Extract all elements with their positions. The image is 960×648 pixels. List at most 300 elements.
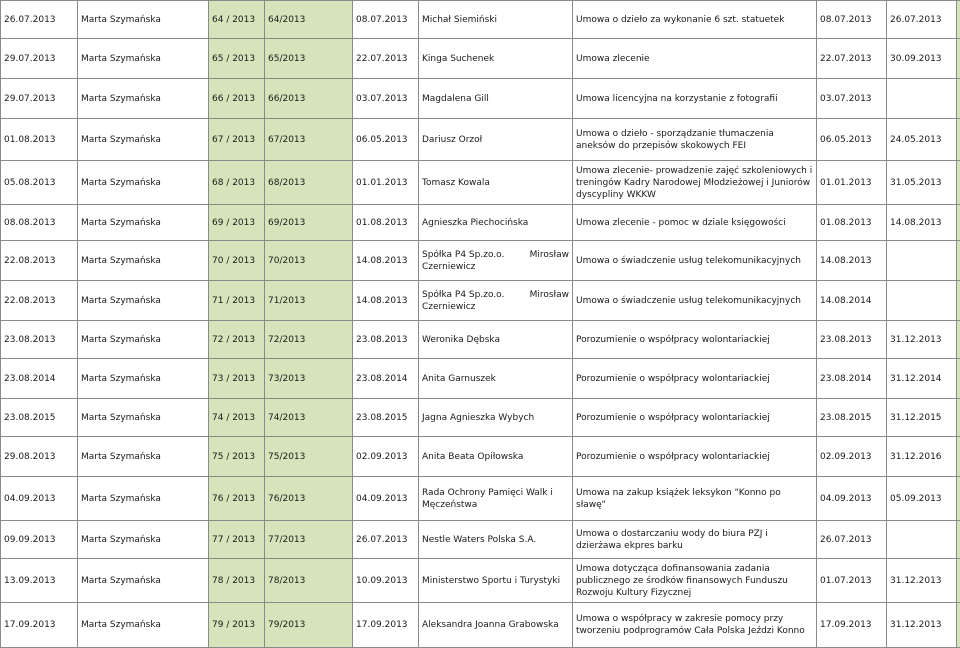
- contract-date-cell: [353, 559, 419, 603]
- end-date-cell: [887, 241, 957, 281]
- table-row: [1, 437, 960, 477]
- subject-cell-text: Umowa o dzieło za wykonanie 6 szt. statuetek: [576, 14, 813, 26]
- end-date-cell-text: 31.05.2013: [890, 177, 953, 189]
- date-cell: [1, 521, 78, 559]
- status-cell: [957, 241, 960, 281]
- date-cell-text: 04.09.2013: [4, 493, 74, 505]
- end-date-cell: [887, 79, 957, 119]
- party-cell-text: Anita Beata Opiłowska: [422, 451, 569, 463]
- party-cell-text: Rada Ochrony Pamięci Walk i Męczeństwa: [422, 487, 569, 511]
- person-cell-text: Marta Szymańska: [81, 177, 205, 189]
- start-date-cell-text: 01.08.2013: [820, 217, 883, 229]
- date-cell: [1, 281, 78, 321]
- status-cell: [957, 205, 960, 241]
- subject-cell-text: Umowa licencyjna na korzystanie z fotografii: [576, 93, 813, 105]
- number-cell: [209, 603, 265, 648]
- status-cell: [957, 399, 960, 437]
- number-cell: [209, 205, 265, 241]
- number-cell: [209, 39, 265, 79]
- subject-cell-text: Porozumienie o współpracy wolontariackiej: [576, 373, 813, 385]
- table-row: [1, 603, 960, 648]
- contract-date-cell: [353, 161, 419, 205]
- end-date-cell: [887, 521, 957, 559]
- status-cell: [957, 477, 960, 521]
- contract-date-cell: [353, 1, 419, 39]
- end-date-cell: [887, 321, 957, 359]
- end-date-cell: [887, 559, 957, 603]
- start-date-cell: [817, 1, 887, 39]
- start-date-cell-text: 14.08.2014: [820, 295, 883, 307]
- contract-date-cell: [353, 205, 419, 241]
- start-date-cell: [817, 477, 887, 521]
- contract-date-cell-text: 14.08.2013: [356, 255, 415, 267]
- start-date-cell: [817, 205, 887, 241]
- number-alt-cell-text: 67/2013: [268, 134, 349, 146]
- contract-date-cell-text: 03.07.2013: [356, 93, 415, 105]
- number-cell-text: 78 / 2013: [212, 575, 261, 587]
- start-date-cell-text: 08.07.2013: [820, 14, 883, 26]
- contract-date-cell: [353, 281, 419, 321]
- start-date-cell-text: 22.07.2013: [820, 53, 883, 65]
- number-alt-cell: [265, 161, 353, 205]
- number-cell: [209, 399, 265, 437]
- number-cell: [209, 321, 265, 359]
- date-cell-text: 29.07.2013: [4, 93, 74, 105]
- status-cell: [957, 603, 960, 648]
- date-cell: [1, 1, 78, 39]
- table-row: [1, 321, 960, 359]
- number-cell-text: 76 / 2013: [212, 493, 261, 505]
- date-cell: [1, 437, 78, 477]
- subject-cell-text: Porozumienie o współpracy wolontariackiej: [576, 334, 813, 346]
- number-cell-text: 75 / 2013: [212, 451, 261, 463]
- date-cell: [1, 399, 78, 437]
- party-cell-text: Ministerstwo Sportu i Turystyki: [422, 575, 569, 587]
- contract-date-cell-text: 17.09.2013: [356, 619, 415, 631]
- number-alt-cell: [265, 281, 353, 321]
- table-row: [1, 119, 960, 161]
- party-cell: [419, 79, 573, 119]
- person-cell-text: Marta Szymańska: [81, 575, 205, 587]
- start-date-cell-text: 14.08.2013: [820, 255, 883, 267]
- contract-date-cell-text: 23.08.2014: [356, 373, 415, 385]
- contract-date-cell-text: 10.09.2013: [356, 575, 415, 587]
- person-cell-text: Marta Szymańska: [81, 14, 205, 26]
- party-cell-text: Agnieszka Piechocińska: [422, 217, 569, 229]
- person-cell: [78, 241, 209, 281]
- subject-cell: [573, 241, 817, 281]
- start-date-cell: [817, 241, 887, 281]
- number-alt-cell-text: 79/2013: [268, 619, 349, 631]
- number-cell-text: 77 / 2013: [212, 534, 261, 546]
- number-cell: [209, 521, 265, 559]
- table-row: [1, 521, 960, 559]
- number-alt-cell-text: 71/2013: [268, 295, 349, 307]
- contract-date-cell-text: 01.08.2013: [356, 217, 415, 229]
- contract-date-cell: [353, 521, 419, 559]
- number-alt-cell: [265, 603, 353, 648]
- table-row: [1, 477, 960, 521]
- number-alt-cell-text: 64/2013: [268, 14, 349, 26]
- end-date-cell: [887, 281, 957, 321]
- end-date-cell: [887, 39, 957, 79]
- party-cell: [419, 603, 573, 648]
- subject-cell: [573, 399, 817, 437]
- date-cell-text: 23.08.2015: [4, 412, 74, 424]
- party-extra-name: Mirosław: [530, 249, 569, 273]
- subject-cell: [573, 437, 817, 477]
- date-cell-text: 29.07.2013: [4, 53, 74, 65]
- number-alt-cell: [265, 241, 353, 281]
- party-cell: [419, 437, 573, 477]
- status-cell: [957, 559, 960, 603]
- subject-cell-text: Umowa o dzieło - sporządzanie tłumaczenia aneksów do przepisów skokowych FEI: [576, 128, 813, 152]
- number-cell: [209, 477, 265, 521]
- party-cell: [419, 119, 573, 161]
- number-cell-text: 74 / 2013: [212, 412, 261, 424]
- table-row: [1, 399, 960, 437]
- party-cell-text: Michał Siemiński: [422, 14, 569, 26]
- number-cell: [209, 161, 265, 205]
- end-date-cell-text: 31.12.2013: [890, 575, 953, 587]
- number-cell: [209, 241, 265, 281]
- number-cell: [209, 79, 265, 119]
- contract-date-cell: [353, 79, 419, 119]
- date-cell: [1, 321, 78, 359]
- end-date-cell-text: 24.05.2013: [890, 134, 953, 146]
- start-date-cell-text: 23.08.2015: [820, 412, 883, 424]
- number-alt-cell: [265, 321, 353, 359]
- party-cell-text: Dariusz Orzoł: [422, 134, 569, 146]
- number-cell: [209, 359, 265, 399]
- table-row: [1, 205, 960, 241]
- date-cell: [1, 359, 78, 399]
- start-date-cell: [817, 321, 887, 359]
- subject-cell: [573, 359, 817, 399]
- person-cell-text: Marta Szymańska: [81, 93, 205, 105]
- start-date-cell-text: 03.07.2013: [820, 93, 883, 105]
- table-row: [1, 281, 960, 321]
- start-date-cell-text: 26.07.2013: [820, 534, 883, 546]
- start-date-cell-text: 04.09.2013: [820, 493, 883, 505]
- person-cell-text: Marta Szymańska: [81, 217, 205, 229]
- party-cell: [419, 559, 573, 603]
- person-cell-text: Marta Szymańska: [81, 451, 205, 463]
- person-cell: [78, 79, 209, 119]
- end-date-cell-text: 30.09.2013: [890, 53, 953, 65]
- contract-date-cell-text: 06.05.2013: [356, 134, 415, 146]
- date-cell-text: 08.08.2013: [4, 217, 74, 229]
- person-cell: [78, 559, 209, 603]
- number-alt-cell: [265, 559, 353, 603]
- date-cell: [1, 603, 78, 648]
- person-cell: [78, 437, 209, 477]
- start-date-cell: [817, 399, 887, 437]
- person-cell-text: Marta Szymańska: [81, 134, 205, 146]
- date-cell: [1, 39, 78, 79]
- number-alt-cell-text: 76/2013: [268, 493, 349, 505]
- number-alt-cell-text: 69/2013: [268, 217, 349, 229]
- number-cell-text: 66 / 2013: [212, 93, 261, 105]
- party-cell: [419, 359, 573, 399]
- contract-date-cell-text: 14.08.2013: [356, 295, 415, 307]
- person-cell-text: Marta Szymańska: [81, 295, 205, 307]
- number-alt-cell-text: 77/2013: [268, 534, 349, 546]
- number-alt-cell: [265, 437, 353, 477]
- party-cell-text: Jagna Agnieszka Wybych: [422, 412, 569, 424]
- contract-date-cell-text: 08.07.2013: [356, 14, 415, 26]
- number-cell-text: 68 / 2013: [212, 177, 261, 189]
- start-date-cell-text: 01.01.2013: [820, 177, 883, 189]
- person-cell: [78, 359, 209, 399]
- party-cell-text: Aleksandra Joanna Grabowska: [422, 619, 569, 631]
- party-cell: [419, 321, 573, 359]
- contract-date-cell: [353, 437, 419, 477]
- status-cell: [957, 437, 960, 477]
- start-date-cell: [817, 119, 887, 161]
- subject-cell-text: Umowa o współpracy w zakresie pomocy przy tworzeniu podprogramów Cała Polska Jeździ Konno: [576, 613, 813, 637]
- subject-cell: [573, 161, 817, 205]
- subject-cell-text: Umowa zlecenie- prowadzenie zajęć szkoleniowych i treningów Kadry Narodowej Młodzieżowej i Juniorów dyscypliny WKKW: [576, 165, 813, 201]
- number-cell-text: 72 / 2013: [212, 334, 261, 346]
- date-cell-text: 01.08.2013: [4, 134, 74, 146]
- date-cell-text: 26.07.2013: [4, 14, 74, 26]
- number-alt-cell-text: 70/2013: [268, 255, 349, 267]
- person-cell: [78, 1, 209, 39]
- contract-date-cell-text: 04.09.2013: [356, 493, 415, 505]
- number-alt-cell: [265, 399, 353, 437]
- start-date-cell: [817, 603, 887, 648]
- date-cell-text: 23.08.2014: [4, 373, 74, 385]
- number-cell: [209, 1, 265, 39]
- status-cell: [957, 359, 960, 399]
- number-alt-cell-text: 74/2013: [268, 412, 349, 424]
- person-cell-text: Marta Szymańska: [81, 373, 205, 385]
- number-alt-cell: [265, 477, 353, 521]
- contract-date-cell-text: 23.08.2013: [356, 334, 415, 346]
- status-cell: [957, 161, 960, 205]
- number-alt-cell: [265, 79, 353, 119]
- number-cell-text: 79 / 2013: [212, 619, 261, 631]
- party-cell: [419, 205, 573, 241]
- contract-date-cell: [353, 477, 419, 521]
- number-alt-cell: [265, 521, 353, 559]
- subject-cell: [573, 281, 817, 321]
- start-date-cell: [817, 79, 887, 119]
- person-cell-text: Marta Szymańska: [81, 255, 205, 267]
- subject-cell: [573, 559, 817, 603]
- subject-cell: [573, 1, 817, 39]
- end-date-cell-text: 26.07.2013: [890, 14, 953, 26]
- end-date-cell: [887, 359, 957, 399]
- date-cell: [1, 477, 78, 521]
- start-date-cell-text: 01.07.2013: [820, 575, 883, 587]
- subject-cell: [573, 119, 817, 161]
- party-cell: [419, 281, 573, 321]
- number-alt-cell: [265, 205, 353, 241]
- end-date-cell: [887, 1, 957, 39]
- party-cell-text: Kinga Suchenek: [422, 53, 569, 65]
- subject-cell-text: Umowa zlecenie: [576, 53, 813, 65]
- date-cell: [1, 161, 78, 205]
- subject-cell: [573, 79, 817, 119]
- contract-date-cell-text: 23.08.2015: [356, 412, 415, 424]
- person-cell: [78, 521, 209, 559]
- end-date-cell: [887, 119, 957, 161]
- number-alt-cell: [265, 119, 353, 161]
- contract-date-cell: [353, 241, 419, 281]
- subject-cell-text: Porozumienie o współpracy wolontariackiej: [576, 451, 813, 463]
- subject-cell: [573, 603, 817, 648]
- end-date-cell-text: 31.12.2014: [890, 373, 953, 385]
- contract-date-cell: [353, 603, 419, 648]
- subject-cell: [573, 477, 817, 521]
- end-date-cell-text: 31.12.2015: [890, 412, 953, 424]
- number-cell: [209, 559, 265, 603]
- contract-date-cell: [353, 359, 419, 399]
- person-cell: [78, 205, 209, 241]
- number-cell-text: 64 / 2013: [212, 14, 261, 26]
- date-cell-text: 22.08.2013: [4, 255, 74, 267]
- date-cell-text: 17.09.2013: [4, 619, 74, 631]
- end-date-cell-text: 14.08.2013: [890, 217, 953, 229]
- table-row: [1, 1, 960, 39]
- start-date-cell: [817, 359, 887, 399]
- start-date-cell: [817, 437, 887, 477]
- party-cell: [419, 39, 573, 79]
- person-cell: [78, 119, 209, 161]
- contract-date-cell-text: 26.07.2013: [356, 534, 415, 546]
- number-cell-text: 67 / 2013: [212, 134, 261, 146]
- date-cell-text: 05.08.2013: [4, 177, 74, 189]
- date-cell-text: 23.08.2013: [4, 334, 74, 346]
- subject-cell-text: Umowa na zakup książek leksykon "Konno po sławę": [576, 487, 813, 511]
- person-cell: [78, 281, 209, 321]
- person-cell-text: Marta Szymańska: [81, 619, 205, 631]
- party-cell: [419, 521, 573, 559]
- number-cell-text: 71 / 2013: [212, 295, 261, 307]
- number-alt-cell: [265, 1, 353, 39]
- number-cell-text: 73 / 2013: [212, 373, 261, 385]
- number-cell-text: 70 / 2013: [212, 255, 261, 267]
- contract-date-cell-text: 02.09.2013: [356, 451, 415, 463]
- party-cell-text: Weronika Dębska: [422, 334, 569, 346]
- person-cell-text: Marta Szymańska: [81, 493, 205, 505]
- person-cell: [78, 477, 209, 521]
- person-cell-text: Marta Szymańska: [81, 53, 205, 65]
- start-date-cell: [817, 281, 887, 321]
- start-date-cell-text: 23.08.2013: [820, 334, 883, 346]
- date-cell: [1, 79, 78, 119]
- table-body: [1, 1, 960, 648]
- number-alt-cell: [265, 359, 353, 399]
- status-cell: [957, 521, 960, 559]
- number-cell: [209, 437, 265, 477]
- subject-cell: [573, 321, 817, 359]
- status-cell: [957, 1, 960, 39]
- table-row: [1, 559, 960, 603]
- status-cell: [957, 321, 960, 359]
- contract-date-cell: [353, 39, 419, 79]
- start-date-cell: [817, 559, 887, 603]
- start-date-cell-text: 23.08.2014: [820, 373, 883, 385]
- subject-cell: [573, 521, 817, 559]
- table-row: [1, 359, 960, 399]
- date-cell: [1, 119, 78, 161]
- person-cell: [78, 161, 209, 205]
- number-alt-cell: [265, 39, 353, 79]
- contract-date-cell-text: 01.01.2013: [356, 177, 415, 189]
- person-cell: [78, 399, 209, 437]
- status-cell: [957, 281, 960, 321]
- contract-date-cell: [353, 399, 419, 437]
- date-cell-text: 13.09.2013: [4, 575, 74, 587]
- number-cell: [209, 281, 265, 321]
- date-cell: [1, 241, 78, 281]
- date-cell-text: 29.08.2013: [4, 451, 74, 463]
- start-date-cell: [817, 521, 887, 559]
- contract-date-cell-text: 22.07.2013: [356, 53, 415, 65]
- party-cell: [419, 241, 573, 281]
- party-cell: [419, 1, 573, 39]
- party-cell-text: Nestle Waters Polska S.A.: [422, 534, 569, 546]
- end-date-cell: [887, 161, 957, 205]
- date-cell: [1, 559, 78, 603]
- subject-cell-text: Umowa o świadczenie usług telekomunikacyjnych: [576, 295, 813, 307]
- number-alt-cell-text: 72/2013: [268, 334, 349, 346]
- status-cell: [957, 79, 960, 119]
- person-cell: [78, 39, 209, 79]
- person-cell-text: Marta Szymańska: [81, 412, 205, 424]
- party-cell-text: Tomasz Kowala: [422, 177, 569, 189]
- end-date-cell: [887, 437, 957, 477]
- start-date-cell: [817, 39, 887, 79]
- end-date-cell: [887, 399, 957, 437]
- contract-date-cell: [353, 119, 419, 161]
- party-cell: [419, 399, 573, 437]
- party-name: Spółka P4 Sp.zo.o. Czerniewicz: [422, 289, 522, 313]
- number-alt-cell-text: 65/2013: [268, 53, 349, 65]
- party-name: Spółka P4 Sp.zo.o. Czerniewicz: [422, 249, 522, 273]
- party-cell: [419, 477, 573, 521]
- start-date-cell: [817, 161, 887, 205]
- start-date-cell-text: 06.05.2013: [820, 134, 883, 146]
- number-cell-text: 65 / 2013: [212, 53, 261, 65]
- number-alt-cell-text: 73/2013: [268, 373, 349, 385]
- number-cell: [209, 119, 265, 161]
- status-cell: [957, 39, 960, 79]
- contract-date-cell: [353, 321, 419, 359]
- table-row: [1, 161, 960, 205]
- party-cell-text: Magdalena Gill: [422, 93, 569, 105]
- number-alt-cell-text: 78/2013: [268, 575, 349, 587]
- table-row: [1, 241, 960, 281]
- subject-cell: [573, 39, 817, 79]
- number-cell-text: 69 / 2013: [212, 217, 261, 229]
- date-cell-text: 22.08.2013: [4, 295, 74, 307]
- date-cell-text: 09.09.2013: [4, 534, 74, 546]
- end-date-cell: [887, 477, 957, 521]
- end-date-cell: [887, 603, 957, 648]
- person-cell-text: Marta Szymańska: [81, 334, 205, 346]
- number-alt-cell-text: 66/2013: [268, 93, 349, 105]
- party-extra-name: Mirosław: [530, 289, 569, 313]
- subject-cell-text: Umowa dotycząca dofinansowania zadania publicznego ze środków finansowych Funduszu Rozwoju Kultury Fizycznej: [576, 563, 813, 599]
- end-date-cell-text: 31.12.2013: [890, 619, 953, 631]
- subject-cell-text: Umowa o dostarczaniu wody do biura PZJ i dzierżawa ekpres barku: [576, 528, 813, 552]
- party-cell: [419, 161, 573, 205]
- person-cell-text: Marta Szymańska: [81, 534, 205, 546]
